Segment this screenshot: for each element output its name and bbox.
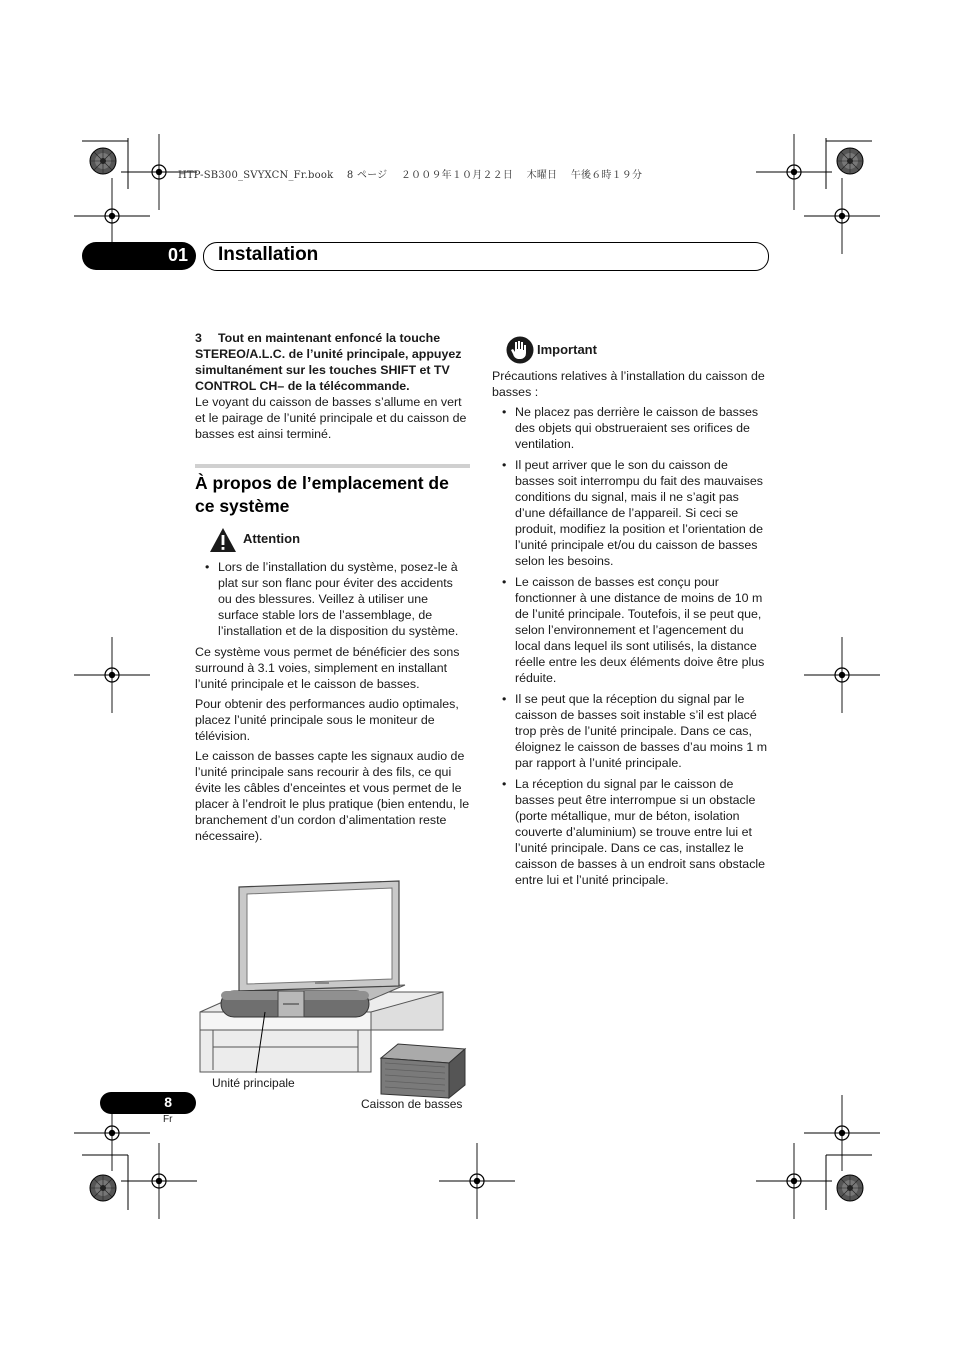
- print-info-line: HTP-SB300_SVYXCN_Fr.book 8 ページ ２００９年１０月２２日 木曜日 午後６時１９分: [178, 170, 643, 181]
- chapter-number: 01: [167, 245, 188, 265]
- section-heading: À propos de l’emplacement de ce système: [195, 464, 470, 517]
- label-main-unit: Unité principale: [212, 1076, 295, 1090]
- list-item: • Il se peut que la réception du signal par le caisson de basses soit instable s’il est placé trop près de l’unité principale. Dans ce cas, éloignez le caisson de basses d’au moins 1 m par rapport à l’unité principale.: [492, 691, 768, 771]
- registration-mark-icon: [121, 1143, 197, 1219]
- important-list: [492, 404, 768, 888]
- attention-callout: [195, 525, 470, 553]
- list-item: • La réception du signal par le caisson de basses peut être interrompue si un obstacle (porte métallique, mur de béton, isolation couverte d’aluminium) se trouve entre lui et l’unité principale. Dans ce cas, installez le caisson de basses à un endroit sans obstacle entre lui et l’unité principale.: [492, 776, 768, 888]
- subwoofer-illustration: [381, 1044, 465, 1098]
- right-column: [492, 335, 768, 893]
- page-number-badge: [100, 1092, 196, 1114]
- paragraph: Le caisson de basses capte les signaux audio de l’unité principale sans recourir à des fils, ce qui évite les câbles d’enceintes et vous permet de le placer à l’endroit le plus pratique (bien entendu, le branchement d’un cordon d’alimentation reste nécessaire).: [195, 749, 470, 843]
- registration-mark-icon: [74, 637, 150, 713]
- color-wheel-icon: [837, 1175, 863, 1201]
- chapter-title-bar: [203, 242, 769, 271]
- registration-mark-icon: [439, 1143, 515, 1219]
- list-item: • Le caisson de basses est conçu pour fonctionner à une distance de moins de 10 m de l’unité principale. Toutefois, il se peut que, selon l’environnement et l’agencement du local dans lequel ils sont utilisés, la distance réelle entre les deux éléments doive être plus réduite.: [492, 574, 768, 686]
- chapter-number-badge: [82, 242, 196, 270]
- step-text: Tout en maintenant enfoncé la touche STEREO/A.L.C. de l’unité principale, appuyez simultanément sur les touches SHIFT et TV CONTROL CH– de la télécommande.: [195, 331, 462, 393]
- language-code: Fr: [163, 1114, 173, 1125]
- chapter-title: Installation: [218, 244, 319, 265]
- important-intro: Précautions relatives à l’installation du caisson de basses :: [492, 369, 765, 399]
- registration-mark-icon: [756, 134, 832, 210]
- attention-list: [195, 559, 470, 639]
- list-item: • Lors de l’installation du système, posez-le à plat sur son flanc pour éviter des accidents ou des blessures. Veillez à utiliser une surface stable lors de l’assemblage, de l’installation et de la disposition du système.: [195, 559, 470, 639]
- important-callout: [492, 335, 768, 365]
- tv-illustration: [239, 881, 405, 1000]
- important-hand-icon: [506, 336, 534, 364]
- registration-mark-icon: [804, 637, 880, 713]
- color-wheel-icon: [837, 148, 863, 174]
- step-number: 3: [195, 331, 202, 345]
- paragraph: Pour obtenir des performances audio optimales, placez l’unité principale sous le moniteur de télévision.: [195, 697, 459, 743]
- page-number: 8: [164, 1094, 172, 1110]
- attention-label: Attention: [243, 531, 301, 546]
- step-instruction: [195, 330, 470, 394]
- main-unit-illustration: [221, 991, 369, 1017]
- important-label: Important: [537, 342, 597, 357]
- registration-mark-icon: [804, 1095, 880, 1171]
- warning-triangle-icon: [209, 527, 237, 553]
- list-item: • Il peut arriver que le son du caisson de basses soit interrompu du fait des mauvaises conditions du signal, mais il ne s’agit pas d’une défaillance de l’appareil. Si ceci se produit, modifiez la position et l’orientation de l’unité principale et/ou du caisson de basses selon les besoins.: [492, 457, 768, 569]
- label-subwoofer: Caisson de basses: [361, 1097, 463, 1111]
- color-wheel-icon: [90, 148, 116, 174]
- color-wheel-icon: [90, 1175, 116, 1201]
- registration-mark-icon: [756, 1143, 832, 1219]
- step-result-text: Le voyant du caisson de basses s’allume en vert et le pairage de l’unité principale et du caisson de basses est ainsi terminé.: [195, 395, 467, 441]
- list-item: • Ne placez pas derrière le caisson de basses des objets qui obstrueraient ses orifices de ventilation.: [492, 404, 768, 452]
- paragraph: Ce système vous permet de bénéficier des sons surround à 3.1 voies, simplement en installant l’unité principale et le caisson de basses.: [195, 645, 460, 691]
- placement-illustration: [195, 875, 475, 1100]
- left-column: [195, 330, 470, 848]
- registration-mark-icon: [804, 178, 880, 254]
